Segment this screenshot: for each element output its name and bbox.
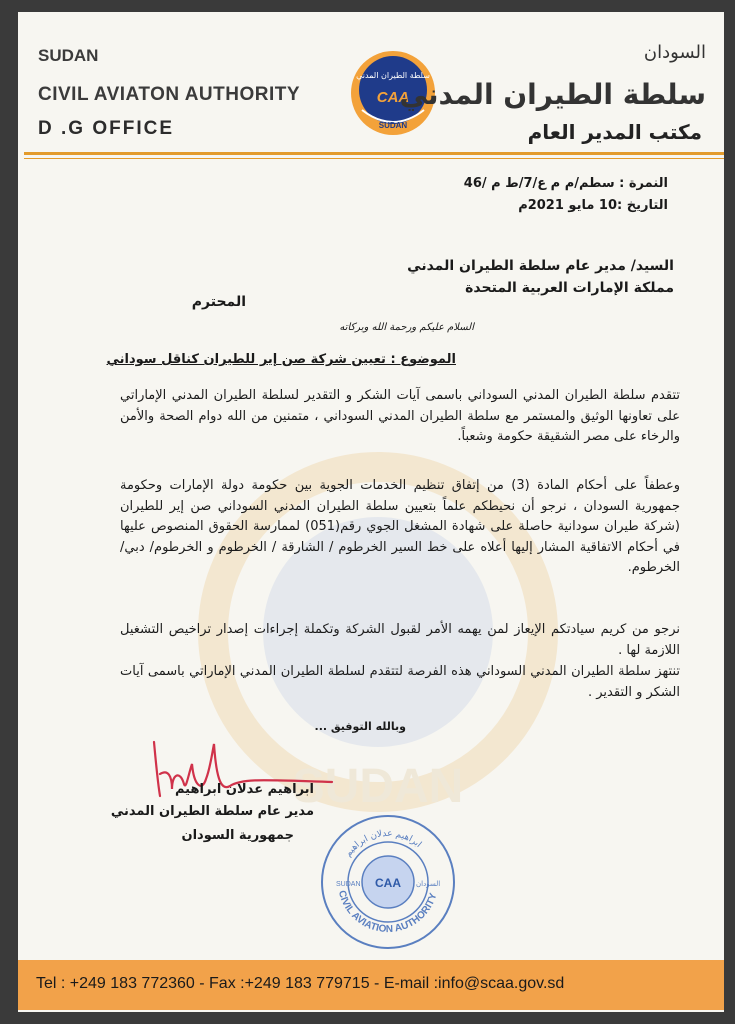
- header-ar-authority: سلطة الطيران المدني: [399, 78, 706, 111]
- logo-arabic-text: سلطة الطيران المدني: [356, 71, 430, 80]
- subject-line: الموضوع : تعيين شركة صن إير للطيران كناقل سوداني: [106, 352, 456, 367]
- footer-bar: [18, 960, 724, 1010]
- letter-page: [18, 12, 724, 1012]
- svg-text:ابراهيم عدلان ابراهيم: [343, 829, 423, 859]
- body-paragraph-2: وعطفاً على أحكام المادة (3) من إتفاق تنظيم الخدمات الجوية بين حكومة دولة الإمارات وحكومة جمهورية السودان ، نرجو أن نحيطكم علماً بتعيين سلطة الطيران المدني السوداني صن إير للطيران (شركة طيران سودانية حاصلة على شهادة المشغل الجوي رقم(051) لممارسة الحقوق المنصوص عليها في أحكام الاتفاقية المشار إليها أعلاه على خط السير الخرطوم / الشارقة / الخرطوم و الخرطوم/ دبي/الخرطوم.: [120, 478, 680, 575]
- signatory-name: ابراهيم عدلان ابراهيم: [174, 782, 314, 797]
- header-en-office: D .G OFFICE: [38, 118, 174, 139]
- header-divider-thin: [24, 158, 724, 159]
- official-stamp: [318, 812, 458, 952]
- body-paragraph-3: نرجو من كريم سيادتكم الإيعاز لمن يهمه الأمر لقبول الشركة وتكملة إجراءات إصدار تراخيص التشغيل اللازمة لها .: [120, 622, 680, 658]
- letter-date: التاريخ :10 مايو 2021م: [518, 198, 668, 213]
- body-paragraph-1: تتقدم سلطة الطيران المدني السوداني باسمى آيات الشكر و التقدير لسلطة الطيران المدني الإماراتي على تعاونها الوثيق والمستمر مع سلطة الطيران المدني السوداني ، متمنين من الله دوام الصحة والأمن والرخاء على مصر الشقيقة حكومة وشعباً.: [120, 388, 680, 444]
- stamp-outer-ar: ابراهيم عدلان ابراهيم: [343, 828, 424, 860]
- stamp-sudan-en: SUDAN: [336, 881, 361, 888]
- header-en-authority: CIVIL AVIATON AUTHORITY: [38, 84, 301, 105]
- watermark-text: SUDAN: [292, 760, 464, 813]
- closing-line: وبالله التوفيق ...: [314, 720, 406, 733]
- reference-number: النمرة : سطم/م م ع/7/ط م /46: [463, 176, 668, 191]
- logo-sudan-text: SUDAN: [378, 121, 408, 130]
- footer-contact: Tel : +249 183 772360 - Fax :+249 183 779715 - E-mail :info@scaa.gov.sd: [36, 975, 565, 992]
- header-ar-country: السودان: [643, 42, 706, 63]
- header-divider: [24, 152, 724, 155]
- addressee-line1: السيد/ مدير عام سلطة الطيران المدني: [407, 258, 674, 274]
- stamp-sudan-ar: السودان: [416, 880, 441, 888]
- addressee-line2: مملكة الإمارات العربية المتحدة: [465, 280, 674, 296]
- header-en-country: SUDAN: [38, 46, 99, 65]
- stamp-outer-en: CIVIL AVIATION AUTHORITY: [335, 889, 440, 936]
- body-paragraph-4: تنتهز سلطة الطيران المدني السوداني هذه الفرصة لتتقدم لسلطة الطيران المدني الإماراتي باسمى آيات الشكر و التقدير .: [120, 664, 680, 700]
- signatory-title: مدير عام سلطة الطيران المدني: [110, 804, 314, 819]
- header-ar-office: مكتب المدير العام: [527, 120, 702, 144]
- signatory-country: جمهورية السودان: [181, 828, 294, 843]
- greeting: السلام عليكم ورحمة الله وبركاته: [339, 322, 474, 333]
- stamp-inner: CAA: [375, 876, 401, 890]
- logo-caa-text: CAA: [376, 89, 410, 106]
- addressee-respected: المحترم: [191, 294, 246, 310]
